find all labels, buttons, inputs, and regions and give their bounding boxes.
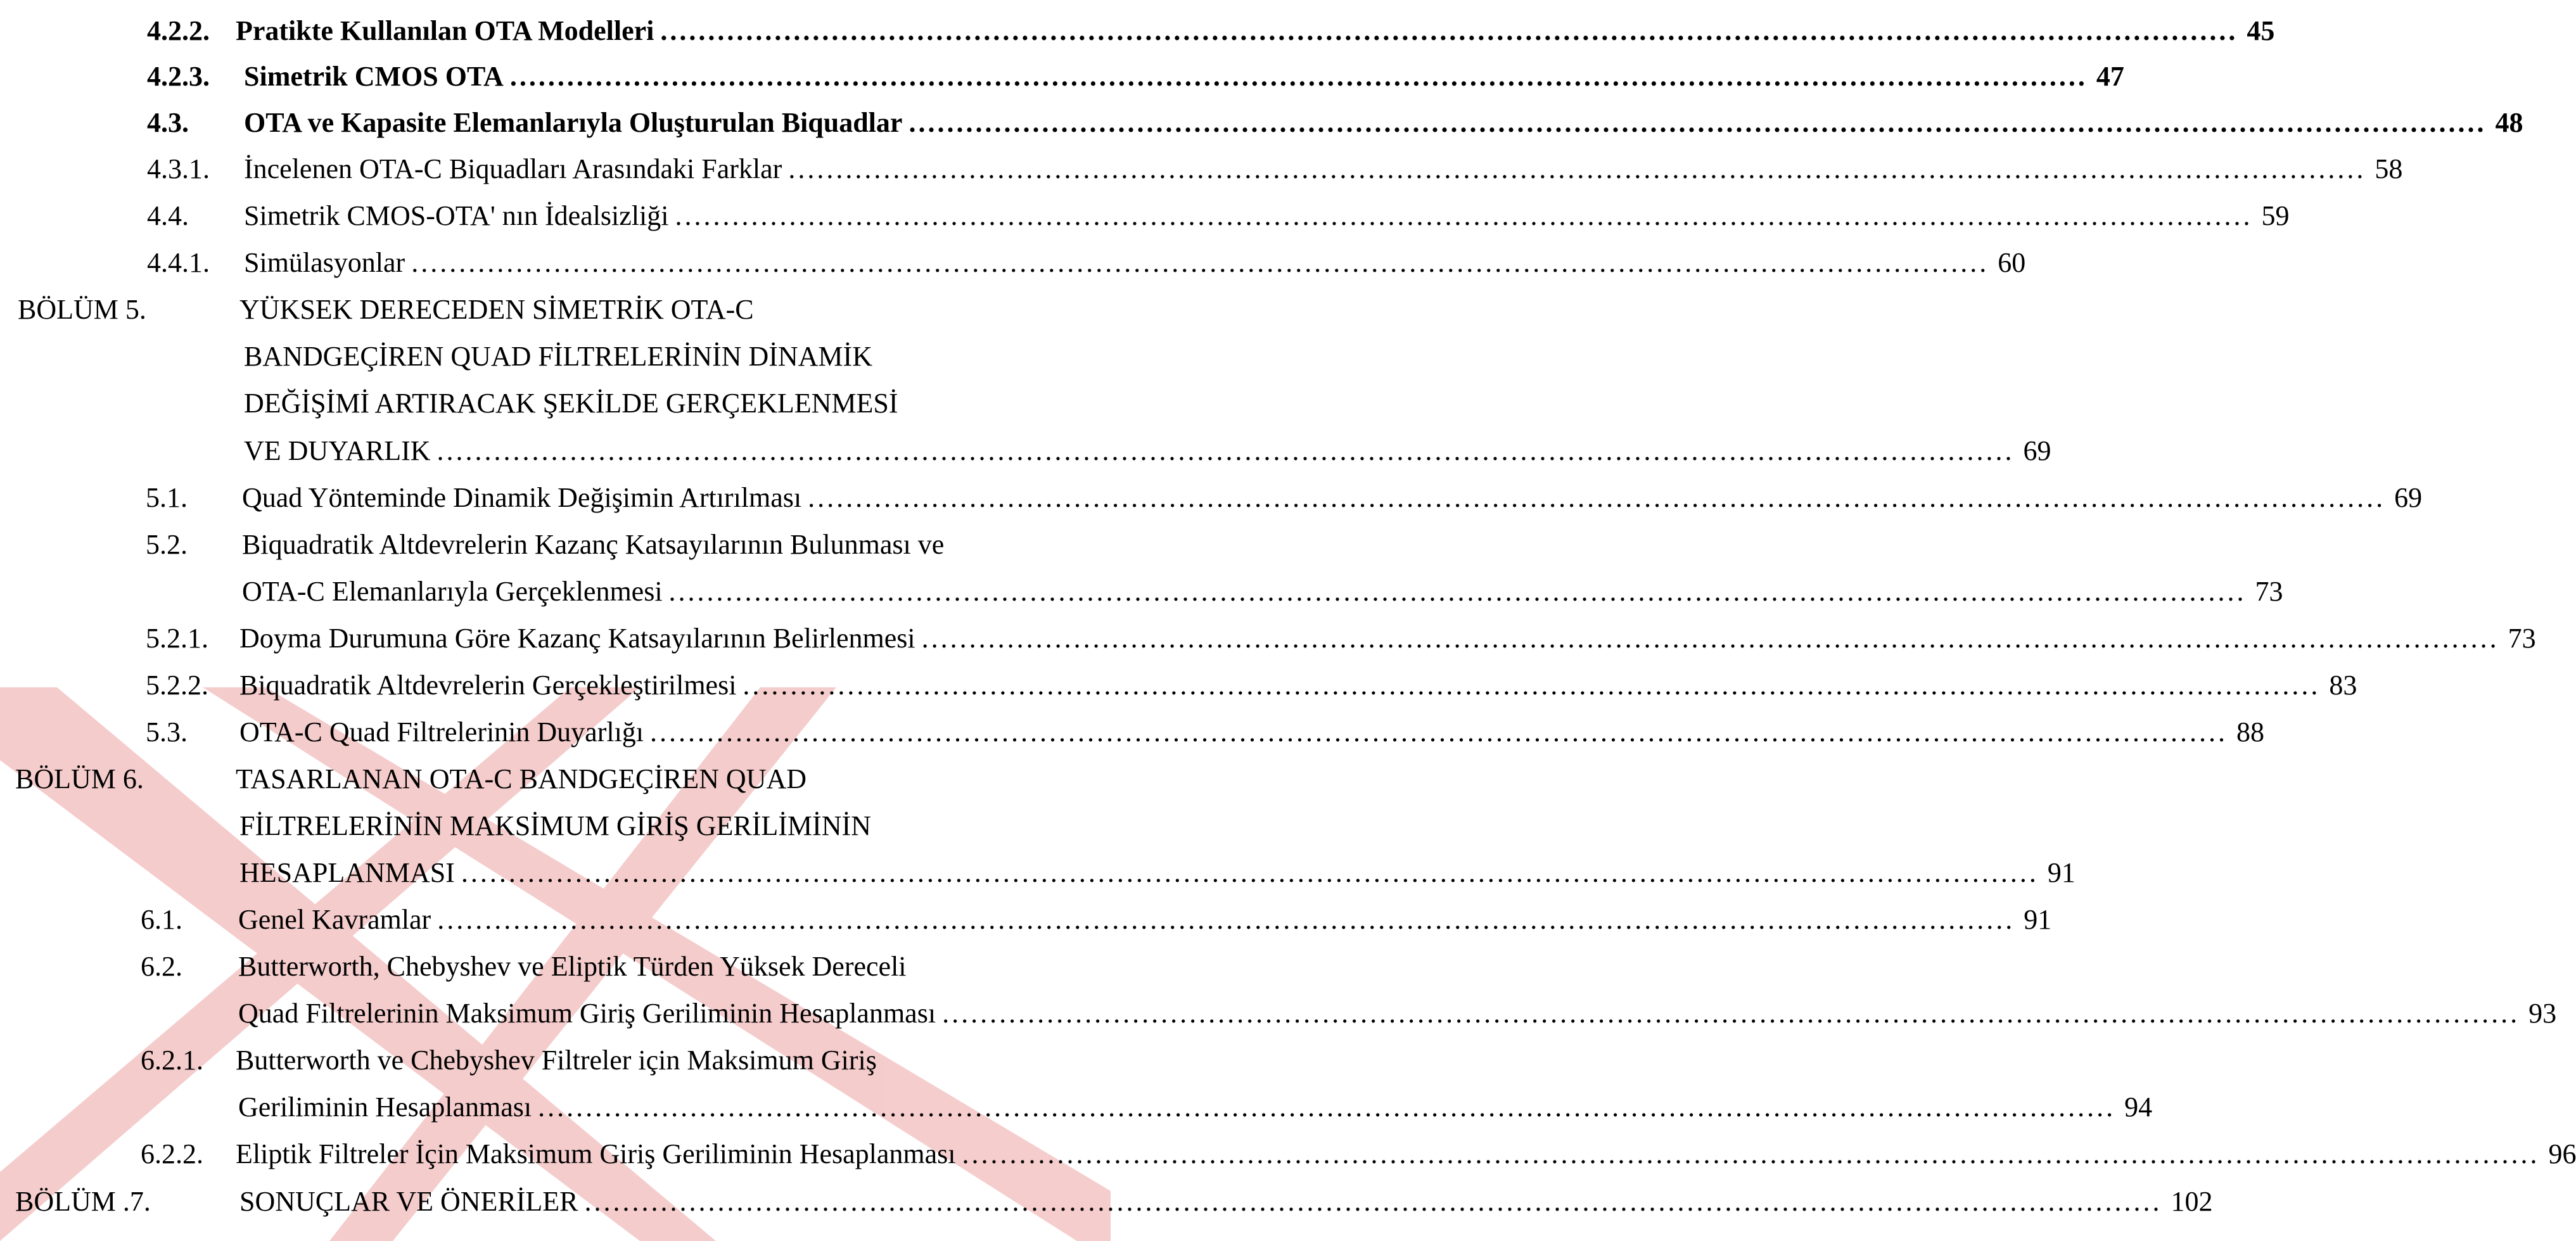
toc-entry-title: Butterworth ve Chebyshev Filtreler için Maksimum Giriş (236, 1045, 877, 1076)
toc-entry-number: 4.4.1. (147, 247, 210, 278)
toc-entry-number: 6.1. (141, 904, 182, 935)
dot-leader: ...................................................................................................................................................................... (437, 904, 2015, 935)
toc-entry-title: Butterworth, Chebyshev ve Eliptik Türden Yüksek Dereceli (238, 951, 907, 982)
dot-leader: ...................................................................................................................................................................... (788, 153, 2366, 184)
toc-entry-6-2-line-2[interactable] (0, 990, 2557, 1037)
toc-entry-number: 4.4. (147, 200, 189, 231)
dot-leader: ...................................................................................................................................................................... (668, 576, 2247, 607)
toc-entry-title: YÜKSEK DERECEDEN SİMETRİK OTA-C (239, 294, 754, 325)
toc-entry-title: DEĞİŞİMİ ARTIRACAK ŞEKİLDE GERÇEKLENMESİ (244, 388, 898, 419)
toc-entry-page: 73 (2255, 576, 2283, 607)
dot-leader: ...................................................................................................................................................................... (437, 435, 2015, 466)
toc-entry-4-3[interactable] (0, 99, 2523, 146)
toc-entry-number: 4.2.2. (147, 15, 210, 46)
toc-entry-title: Biquadratik Altdevrelerin Kazanç Katsayılarının Bulunması ve (242, 529, 945, 560)
toc-entry-page: 91 (2047, 857, 2075, 888)
toc-entry-title: Quad Filtrelerinin Maksimum Giriş Geriliminin Hesaplanması (238, 998, 936, 1029)
toc-entry-title: VE DUYARLIK (244, 435, 431, 466)
toc-entry-6-2-1-line-2[interactable] (0, 1084, 2153, 1131)
toc-entry-number: 5.2.2. (146, 670, 208, 701)
toc-entry-bolum-5[interactable] (0, 286, 1111, 333)
toc-entry-6-2-2[interactable] (0, 1131, 2576, 1178)
toc-entry-title: BANDGEÇİREN QUAD FİLTRELERİNİN DİNAMİK (244, 341, 872, 372)
toc-entry-4-4[interactable] (0, 193, 2290, 239)
toc-entry-bolum-7[interactable] (0, 1178, 2213, 1225)
toc-entry-5-2-line-2[interactable] (0, 568, 2283, 615)
toc-entry-6-2[interactable] (0, 943, 1111, 990)
toc-entry-page: 73 (2508, 623, 2536, 654)
toc-entry-title: Simetrik CMOS OTA (244, 61, 504, 92)
toc-entry-title: TASARLANAN OTA-C BANDGEÇİREN QUAD (236, 763, 807, 794)
toc-entry-page: 45 (2247, 15, 2275, 46)
toc-entry-5-2[interactable] (0, 521, 1111, 568)
toc-entry-bolum-5-line-3 (0, 380, 1111, 427)
dot-leader: ...................................................................................................................................................................... (461, 857, 2039, 888)
toc-entry-bolum-6[interactable] (0, 756, 1111, 803)
toc-entry-5-3[interactable] (0, 709, 2265, 756)
toc-entry-number: 5.1. (146, 482, 188, 513)
toc-entry-title: FİLTRELERİNİN MAKSİMUM GİRİŞ GERİLİMİNİN (239, 810, 871, 841)
dot-leader: ...................................................................................................................................................................... (808, 482, 2386, 513)
toc-entry-title: Pratikte Kullanılan OTA Modelleri (236, 15, 654, 46)
dot-leader: ...................................................................................................................................................................... (584, 1186, 2162, 1217)
dot-leader: ...................................................................................................................................................................... (538, 1091, 2116, 1123)
dot-leader: ...................................................................................................................................................................... (743, 670, 2321, 701)
toc-entry-6-1[interactable] (0, 896, 2052, 943)
toc-entry-page: 58 (2375, 153, 2403, 184)
toc-entry-page: 94 (2124, 1091, 2153, 1123)
toc-entry-title: Geriliminin Hesaplanması (238, 1091, 532, 1123)
toc-entry-number: 6.2. (141, 951, 182, 982)
dot-leader: ...................................................................................................................................................................... (509, 61, 2088, 92)
toc-entry-title: Doyma Durumuna Göre Kazanç Katsayılarının Belirlenmesi (239, 623, 915, 654)
dot-leader: ...................................................................................................................................................................... (962, 1138, 2540, 1169)
toc-entry-page: 59 (2261, 200, 2290, 231)
toc-entry-bolum-5-line-2 (0, 333, 1111, 380)
toc-entry-4-2-2[interactable] (0, 8, 2275, 54)
toc-entry-page: 93 (2528, 998, 2557, 1029)
toc-entry-number: 5.2. (146, 529, 188, 560)
toc-entry-5-2-1[interactable] (0, 615, 2536, 662)
dot-leader: ...................................................................................................................................................................... (921, 623, 2499, 654)
toc-entry-4-3-1[interactable] (0, 146, 2403, 193)
toc-entry-page: 96 (2548, 1138, 2576, 1169)
toc-entry-title: Genel Kavramlar (238, 904, 431, 935)
toc-entry-number: 5.3. (146, 716, 188, 748)
toc-entry-bolum-6-line-3[interactable] (0, 850, 2075, 896)
toc-entry-title: HESAPLANMASI (239, 857, 455, 888)
toc-entry-title: İncelenen OTA-C Biquadları Arasındaki Farklar (244, 153, 782, 184)
toc-entry-title: OTA-C Quad Filtrelerinin Duyarlığı (239, 716, 644, 748)
dot-leader: ...................................................................................................................................................................... (942, 998, 2520, 1029)
toc-entry-bolum-5-line-4[interactable] (0, 428, 2051, 474)
toc-entry-title: Biquadratik Altdevrelerin Gerçekleştirilmesi (239, 670, 737, 701)
toc-entry-5-2-2[interactable] (0, 662, 2357, 709)
toc-entry-page: 60 (1998, 247, 2026, 278)
toc-entry-title: Eliptik Filtreler İçin Maksimum Giriş Geriliminin Hesaplanması (236, 1138, 956, 1169)
dot-leader: ...................................................................................................................................................................... (660, 15, 2238, 46)
toc-entry-page: 69 (2394, 482, 2423, 513)
toc-entry-page: 48 (2495, 107, 2523, 138)
toc-entry-number: BÖLÜM .7. (15, 1186, 151, 1217)
toc-entry-title: SONUÇLAR VE ÖNERİLER (239, 1186, 578, 1217)
toc-entry-4-4-1[interactable] (0, 239, 2026, 286)
dot-leader: ...................................................................................................................................................................... (675, 200, 2253, 231)
dot-leader: ...................................................................................................................................................................... (411, 247, 1989, 278)
toc-entry-title: Quad Yönteminde Dinamik Değişimin Artırılması (242, 482, 802, 513)
toc-entry-number: BÖLÜM 5. (18, 294, 146, 325)
toc-entry-number: 4.2.3. (147, 61, 210, 92)
toc-entry-4-2-3[interactable] (0, 53, 2124, 100)
toc-entry-number: 5.2.1. (146, 623, 208, 654)
toc-entry-number: 6.2.1. (141, 1045, 203, 1076)
toc-entry-page: 83 (2329, 670, 2357, 701)
dot-leader: ...................................................................................................................................................................... (650, 716, 2228, 748)
toc-entry-number: 4.3. (147, 107, 189, 138)
toc-entry-page: 47 (2096, 61, 2124, 92)
toc-entry-5-1[interactable] (0, 474, 2423, 521)
toc-entry-page: 69 (2023, 435, 2051, 466)
toc-entry-number: 6.2.2. (141, 1138, 203, 1169)
toc-entry-page: 102 (2171, 1186, 2213, 1217)
toc-entry-number: 4.3.1. (147, 153, 210, 184)
toc-entry-page: 88 (2236, 716, 2265, 748)
toc-entry-title: Simülasyonlar (244, 247, 405, 278)
toc-entry-title: Simetrik CMOS-OTA' nın İdealsizliği (244, 200, 669, 231)
toc-entry-6-2-1[interactable] (0, 1037, 1111, 1084)
toc-entry-title: OTA ve Kapasite Elemanlarıyla Oluşturulan Biquadlar (244, 107, 903, 138)
toc-entry-number: BÖLÜM 6. (15, 763, 144, 794)
toc-entry-bolum-6-line-2 (0, 803, 1111, 850)
toc-entry-page: 91 (2024, 904, 2052, 935)
dot-leader: ...................................................................................................................................................................... (909, 107, 2487, 138)
toc-entry-title: OTA-C Elemanlarıyla Gerçeklenmesi (242, 576, 663, 607)
